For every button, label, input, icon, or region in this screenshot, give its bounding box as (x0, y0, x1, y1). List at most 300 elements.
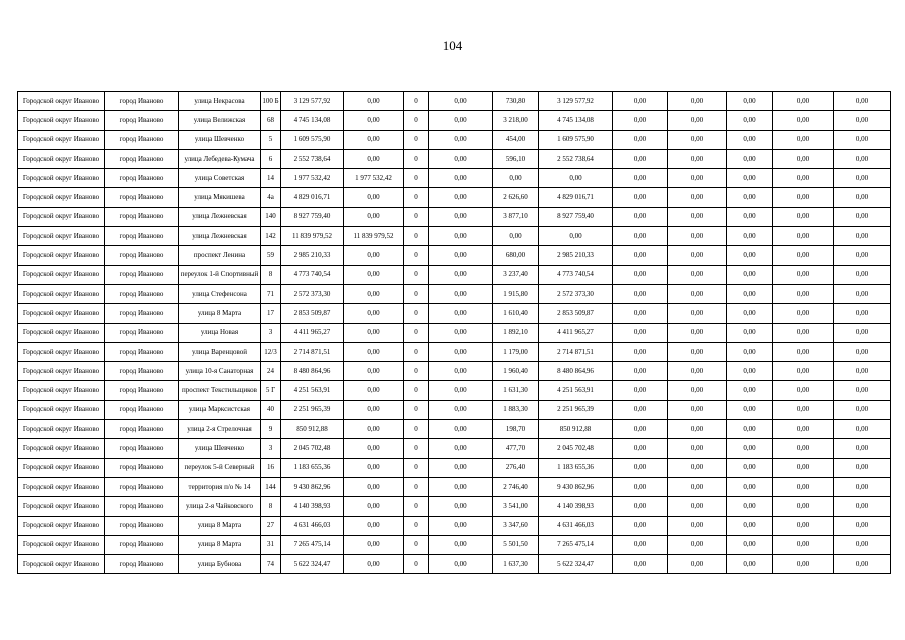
cell-street (179, 130, 261, 149)
cell-text: город Иваново (119, 251, 164, 260)
cell-locality (105, 92, 179, 111)
cell-district (18, 207, 105, 226)
cell-total-cost (281, 149, 344, 168)
cell-total-cost (281, 497, 344, 516)
cell-text: 0,00 (367, 289, 380, 298)
cell-count-col-7 (404, 400, 429, 419)
cell-cost-col-13 (727, 265, 773, 284)
cell-text: 0,00 (509, 231, 522, 240)
cell-text: город Иваново (119, 559, 164, 568)
cell-text: 0,00 (633, 270, 647, 279)
cell-text: 0,00 (569, 173, 582, 182)
cell-count-col-7 (404, 265, 429, 284)
cell-cost-col-15 (834, 535, 891, 554)
cell-text: город Иваново (119, 231, 164, 240)
cell-cost-col-10 (539, 477, 613, 496)
cell-house-number (261, 92, 281, 111)
cell-locality (105, 111, 179, 130)
table-row (18, 439, 891, 458)
cell-cost-col-15 (834, 342, 891, 361)
cell-cost-col-8 (429, 400, 493, 419)
cell-text: 27 (267, 521, 274, 530)
cell-text: 0,00 (633, 540, 647, 549)
cell-text: 0,00 (796, 115, 810, 124)
cell-text: 0 (414, 251, 418, 260)
cell-cost-col-6 (344, 342, 404, 361)
cell-count-col-7 (404, 304, 429, 323)
cell-cost-col-8 (429, 381, 493, 400)
cell-text: 0,00 (633, 135, 647, 144)
cell-total-cost (281, 92, 344, 111)
cell-cost-col-10 (539, 342, 613, 361)
cell-district (18, 188, 105, 207)
cell-cost-col-15 (834, 92, 891, 111)
cell-street (179, 246, 261, 265)
cell-text: город Иваново (119, 154, 164, 163)
cell-cost-col-11 (613, 342, 668, 361)
cell-cost-col-12 (668, 207, 727, 226)
cell-text: 0,00 (743, 115, 756, 124)
cell-text: 1 637,30 (503, 559, 528, 568)
cell-street (179, 400, 261, 419)
cell-text: 0,00 (454, 366, 467, 375)
cell-cost-col-14 (773, 555, 834, 574)
cell-text: улица Лежневская (192, 231, 247, 240)
cell-text: 0,00 (367, 366, 380, 375)
cell-district (18, 111, 105, 130)
cell-cost-col-8 (429, 362, 493, 381)
cell-district (18, 516, 105, 535)
cell-text: 0,00 (454, 251, 467, 260)
cell-cost-col-8 (429, 497, 493, 516)
cell-text: 0,00 (796, 521, 810, 530)
cell-text: Городской округ Иваново (22, 501, 100, 510)
cell-total-cost (281, 362, 344, 381)
cell-cost-col-15 (834, 227, 891, 246)
cell-cost-col-11 (613, 92, 668, 111)
cell-text: 477,70 (505, 443, 526, 452)
cell-text: 12/3 (264, 347, 277, 356)
cell-text: 0,00 (509, 173, 522, 182)
cell-text: 0,00 (796, 424, 810, 433)
cell-text: 0 (414, 540, 418, 549)
cell-text: 1 915,80 (503, 289, 528, 298)
cell-count-col-7 (404, 342, 429, 361)
cell-count-col-7 (404, 420, 429, 439)
cell-area (493, 284, 539, 303)
cell-text: 0,00 (454, 386, 467, 395)
cell-cost-col-12 (668, 130, 727, 149)
cell-cost-col-12 (668, 342, 727, 361)
cell-text: улица 8 Марта (197, 308, 242, 317)
cell-street (179, 555, 261, 574)
cell-district (18, 555, 105, 574)
cell-total-cost (281, 420, 344, 439)
table-row (18, 169, 891, 188)
cell-house-number (261, 555, 281, 574)
cell-cost-col-13 (727, 169, 773, 188)
cell-text: 0,00 (454, 135, 467, 144)
cell-count-col-7 (404, 477, 429, 496)
cell-text: улица Лебедева-Кумача (184, 154, 255, 163)
table-row (18, 188, 891, 207)
cell-cost-col-10 (539, 188, 613, 207)
cell-text: 0,00 (855, 521, 869, 530)
cell-area (493, 265, 539, 284)
cell-cost-col-12 (668, 246, 727, 265)
cell-text: 0,00 (367, 482, 380, 491)
cell-cost-col-10 (539, 555, 613, 574)
cell-cost-col-12 (668, 381, 727, 400)
cell-text: 0,00 (796, 347, 810, 356)
cell-text: 0,00 (454, 521, 467, 530)
cell-text: 4 631 466,03 (557, 521, 594, 530)
cell-text: 0,00 (796, 251, 810, 260)
cell-cost-col-11 (613, 111, 668, 130)
cell-street (179, 188, 261, 207)
cell-text: 0,00 (855, 463, 869, 472)
cell-text: 2 251 965,39 (557, 405, 594, 414)
cell-text: 144 (265, 482, 276, 491)
cell-text: 0,00 (633, 212, 647, 221)
cell-cost-col-10 (539, 92, 613, 111)
cell-cost-col-10 (539, 149, 613, 168)
cell-text: 14 (267, 173, 274, 182)
cell-text: 0,00 (633, 347, 647, 356)
cell-text: город Иваново (119, 405, 164, 414)
cell-cost-col-12 (668, 265, 727, 284)
cell-cost-col-14 (773, 439, 834, 458)
cell-text: 0,00 (454, 193, 467, 202)
cell-cost-col-14 (773, 188, 834, 207)
cell-text: 0,00 (690, 463, 704, 472)
cell-text: 0,00 (367, 347, 380, 356)
cell-text: 0,00 (690, 347, 704, 356)
cell-house-number (261, 227, 281, 246)
cell-text: Городской округ Иваново (22, 251, 100, 260)
cell-cost-col-14 (773, 227, 834, 246)
cell-text: 100 Б (262, 96, 279, 105)
cell-cost-col-10 (539, 284, 613, 303)
cell-cost-col-11 (613, 169, 668, 188)
cell-text: 0,00 (633, 559, 647, 568)
table-row (18, 265, 891, 284)
cell-text: 0 (414, 521, 418, 530)
cell-text: 4 631 466,03 (293, 521, 331, 530)
cell-text: 2 572 373,30 (293, 289, 331, 298)
cell-text: город Иваново (119, 115, 164, 124)
cell-total-cost (281, 265, 344, 284)
cell-text: Городской округ Иваново (22, 366, 100, 375)
table-body (18, 92, 891, 574)
cell-text: 1 179,00 (503, 347, 528, 356)
cell-total-cost (281, 516, 344, 535)
cell-text: 0,00 (796, 443, 810, 452)
cell-total-cost (281, 439, 344, 458)
cell-cost-col-6 (344, 169, 404, 188)
cell-house-number (261, 477, 281, 496)
cell-text: территория п/о № 14 (188, 482, 251, 491)
cell-cost-col-11 (613, 265, 668, 284)
cell-text: 0,00 (796, 501, 810, 510)
cell-total-cost (281, 323, 344, 342)
cell-street (179, 111, 261, 130)
cell-text: 0,00 (743, 193, 756, 202)
cell-text: 0,00 (743, 521, 756, 530)
cell-text: улица 8 Марта (197, 540, 242, 549)
cell-area (493, 362, 539, 381)
cell-street (179, 227, 261, 246)
cell-cost-col-11 (613, 362, 668, 381)
cell-text: 2 746,40 (503, 482, 528, 491)
cell-total-cost (281, 342, 344, 361)
cell-text: 0,00 (855, 231, 869, 240)
cell-locality (105, 535, 179, 554)
cell-text: 0,00 (367, 540, 380, 549)
cell-text: 0,00 (367, 212, 380, 221)
cell-text: 0,00 (690, 424, 704, 433)
cell-text: 1 183 655,36 (557, 463, 594, 472)
cell-area (493, 535, 539, 554)
cell-area (493, 304, 539, 323)
cell-cost-col-13 (727, 362, 773, 381)
cell-street (179, 535, 261, 554)
cell-text: 0,00 (367, 501, 380, 510)
cell-text: 0 (414, 501, 418, 510)
cell-text: Городской округ Иваново (22, 289, 100, 298)
cell-text: 0,00 (796, 193, 810, 202)
cell-text: 0,00 (367, 308, 380, 317)
cell-cost-col-15 (834, 555, 891, 574)
cell-text: 0,00 (855, 540, 869, 549)
cell-total-cost (281, 227, 344, 246)
cell-text: 2 853 509,87 (293, 308, 331, 317)
cell-text: 4 829 016,71 (293, 193, 331, 202)
cell-cost-col-14 (773, 284, 834, 303)
cell-text: 3 541,00 (503, 501, 528, 510)
cell-cost-col-14 (773, 400, 834, 419)
cell-locality (105, 130, 179, 149)
cell-district (18, 284, 105, 303)
cell-text: 276,40 (505, 463, 526, 472)
cell-text: 0,00 (633, 521, 647, 530)
cell-cost-col-11 (613, 149, 668, 168)
cell-cost-col-8 (429, 246, 493, 265)
cell-text: 0,00 (690, 212, 704, 221)
cell-text: Городской округ Иваново (22, 424, 100, 433)
cell-cost-col-15 (834, 304, 891, 323)
cell-cost-col-14 (773, 342, 834, 361)
cell-text: 4 140 398,93 (293, 501, 331, 510)
cell-cost-col-11 (613, 284, 668, 303)
cell-text: 1 977 532,42 (293, 173, 331, 182)
cell-cost-col-6 (344, 284, 404, 303)
cell-text: 2 626,60 (503, 193, 528, 202)
cell-total-cost (281, 477, 344, 496)
cell-cost-col-11 (613, 400, 668, 419)
cell-count-col-7 (404, 497, 429, 516)
cell-house-number (261, 169, 281, 188)
cell-text: 0,00 (796, 154, 810, 163)
cell-text: 0,00 (690, 482, 704, 491)
cell-cost-col-13 (727, 111, 773, 130)
cell-text: 3 129 577,92 (293, 96, 331, 105)
cell-count-col-7 (404, 458, 429, 477)
cell-house-number (261, 458, 281, 477)
cell-district (18, 227, 105, 246)
cell-cost-col-12 (668, 555, 727, 574)
cell-text: город Иваново (119, 308, 164, 317)
cell-street (179, 284, 261, 303)
cell-cost-col-10 (539, 130, 613, 149)
cell-total-cost (281, 111, 344, 130)
cell-text: Городской округ Иваново (22, 463, 100, 472)
cell-text: 850 912,88 (559, 424, 592, 433)
cell-house-number (261, 381, 281, 400)
table-row (18, 342, 891, 361)
table-row (18, 111, 891, 130)
cell-text: город Иваново (119, 270, 164, 279)
cell-locality (105, 458, 179, 477)
cell-count-col-7 (404, 227, 429, 246)
cell-text: 0,00 (796, 270, 810, 279)
cell-text: Городской округ Иваново (22, 347, 100, 356)
cell-text: 596,10 (505, 154, 526, 163)
cell-text: 2 045 702,48 (293, 443, 331, 452)
cell-text: 2 985 210,33 (293, 251, 331, 260)
cell-text: 5 622 324,47 (293, 559, 331, 568)
cell-locality (105, 169, 179, 188)
cell-text: 8 480 864,96 (293, 366, 331, 375)
cell-text: 1 892,10 (503, 328, 528, 337)
cell-count-col-7 (404, 169, 429, 188)
cell-cost-col-12 (668, 188, 727, 207)
cell-cost-col-11 (613, 130, 668, 149)
cell-text: 31 (267, 540, 274, 549)
cell-text: 0,00 (633, 463, 647, 472)
cell-text: Городской округ Иваново (22, 443, 100, 452)
cell-locality (105, 284, 179, 303)
cell-text: 1 609 575,90 (557, 135, 594, 144)
cell-text: 0,00 (690, 231, 704, 240)
cell-text: Городской округ Иваново (22, 96, 100, 105)
cell-text: 0,00 (690, 173, 704, 182)
cell-text: 11 839 979,52 (353, 231, 394, 240)
cell-locality (105, 381, 179, 400)
cell-text: 0,00 (796, 135, 810, 144)
cell-district (18, 265, 105, 284)
cell-text: 1 960,40 (503, 366, 528, 375)
cell-text: улица Мякишева (194, 193, 245, 202)
cell-cost-col-6 (344, 362, 404, 381)
cell-cost-col-8 (429, 555, 493, 574)
cell-text: 7 265 475,14 (557, 540, 594, 549)
cell-text: 4 251 563,91 (293, 386, 331, 395)
cell-house-number (261, 246, 281, 265)
table-row (18, 535, 891, 554)
cell-total-cost (281, 188, 344, 207)
cell-cost-col-12 (668, 535, 727, 554)
cell-cost-col-13 (727, 497, 773, 516)
cell-cost-col-15 (834, 439, 891, 458)
cell-cost-col-11 (613, 555, 668, 574)
cell-count-col-7 (404, 439, 429, 458)
cell-cost-col-12 (668, 420, 727, 439)
cell-text: 59 (267, 251, 274, 260)
cell-cost-col-13 (727, 400, 773, 419)
cell-count-col-7 (404, 246, 429, 265)
cell-total-cost (281, 400, 344, 419)
cell-text: Городской округ Иваново (22, 135, 100, 144)
cell-cost-col-12 (668, 169, 727, 188)
cell-house-number (261, 420, 281, 439)
cell-text: улица Велижская (193, 115, 246, 124)
cell-locality (105, 265, 179, 284)
cell-street (179, 497, 261, 516)
cell-text: 4 251 563,91 (557, 386, 594, 395)
cell-cost-col-8 (429, 169, 493, 188)
cell-cost-col-10 (539, 381, 613, 400)
cell-text: 0,00 (454, 308, 467, 317)
cell-text: переулок 1-й Спортивный (180, 270, 259, 279)
cell-text: 74 (267, 559, 274, 568)
cell-locality (105, 188, 179, 207)
cell-text: город Иваново (119, 386, 164, 395)
cell-text: город Иваново (119, 212, 164, 221)
cell-cost-col-11 (613, 477, 668, 496)
cell-text: улица 8 Марта (197, 521, 242, 530)
cell-text: 3 129 577,92 (557, 96, 594, 105)
cell-cost-col-10 (539, 246, 613, 265)
cell-cost-col-14 (773, 130, 834, 149)
cell-locality (105, 304, 179, 323)
cell-text: 0 (414, 115, 418, 124)
cell-cost-col-10 (539, 111, 613, 130)
cell-district (18, 323, 105, 342)
cell-locality (105, 497, 179, 516)
cell-cost-col-10 (539, 323, 613, 342)
cell-text: 0,00 (796, 386, 810, 395)
cell-house-number (261, 400, 281, 419)
cell-cost-col-12 (668, 439, 727, 458)
cell-cost-col-13 (727, 323, 773, 342)
cell-text: 0,00 (796, 96, 810, 105)
cell-text: 4 745 134,08 (557, 115, 594, 124)
cell-cost-col-14 (773, 381, 834, 400)
cell-cost-col-14 (773, 516, 834, 535)
cell-text: 680,00 (505, 251, 526, 260)
cell-area (493, 188, 539, 207)
cell-text: 0,00 (855, 289, 869, 298)
cell-text: город Иваново (119, 521, 164, 530)
cell-text: 0,00 (743, 366, 756, 375)
cell-text: 0 (414, 270, 418, 279)
cell-text: 2 572 373,30 (557, 289, 594, 298)
cell-cost-col-12 (668, 149, 727, 168)
cell-house-number (261, 516, 281, 535)
cell-text: 0,00 (367, 463, 380, 472)
cell-text: 0,00 (743, 482, 756, 491)
cell-street (179, 477, 261, 496)
cell-text: 0,00 (454, 231, 467, 240)
cell-cost-col-15 (834, 381, 891, 400)
cell-cost-col-12 (668, 516, 727, 535)
cell-text: 4 773 740,54 (557, 270, 594, 279)
cell-text: 0,00 (690, 115, 704, 124)
cell-district (18, 381, 105, 400)
cell-street (179, 516, 261, 535)
cell-text: 0,00 (454, 405, 467, 414)
